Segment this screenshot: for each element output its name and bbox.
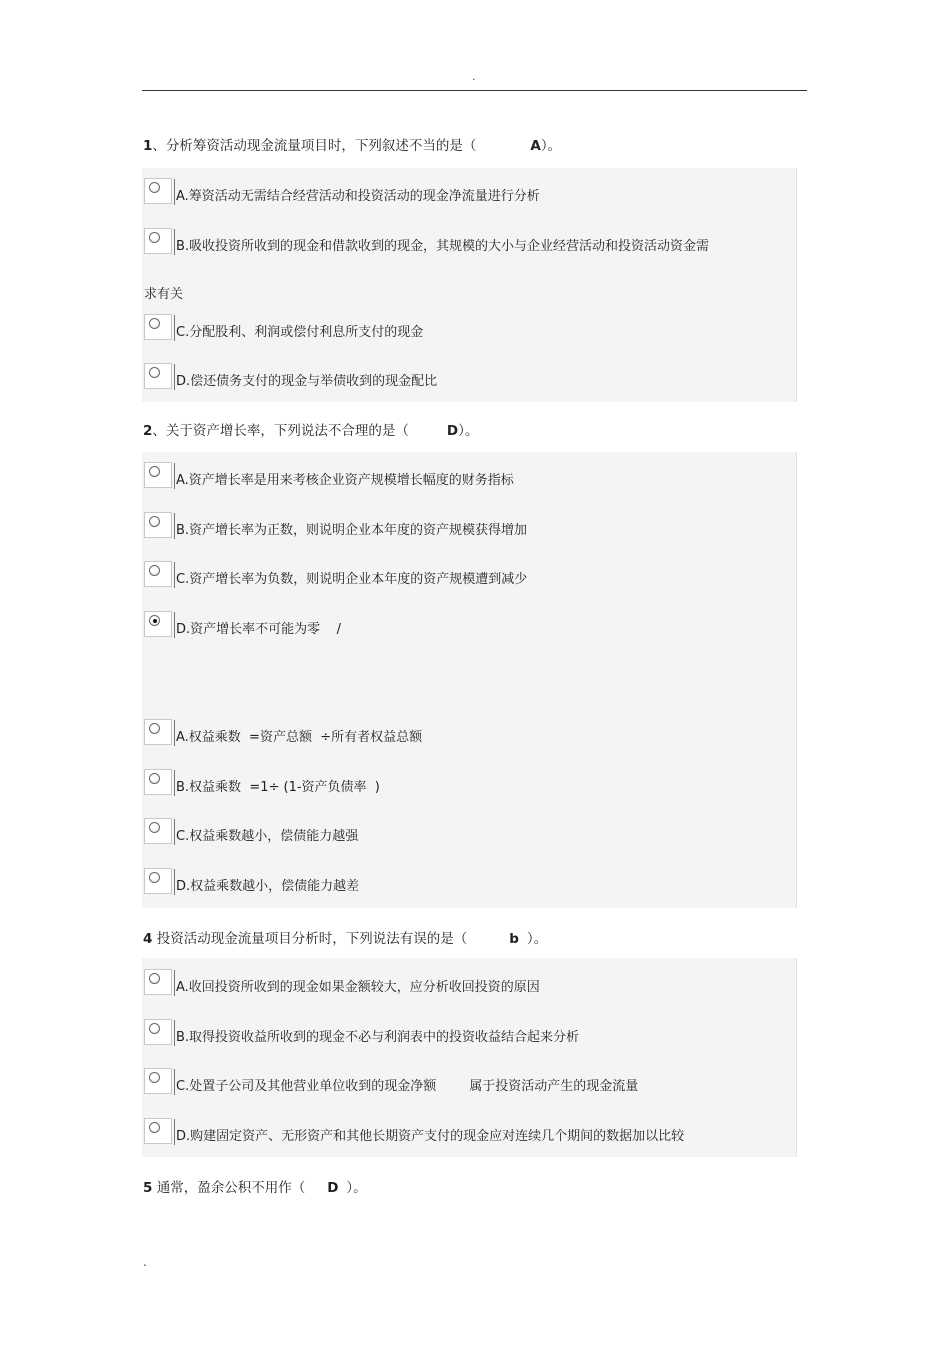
option-text: B.吸收投资所收到的现金和借款收到的现金，其规模的大小与企业经营活动和投资活动资金需: [176, 239, 710, 254]
radio-button[interactable]: [149, 723, 160, 734]
radio-button[interactable]: [149, 773, 160, 784]
question-text: 投资活动现金流量项目分析时，下列说法有误的是（: [156, 931, 468, 947]
option-text: D.权益乘数越小，偿债能力越差: [176, 879, 360, 894]
question-text: 关于资产增长率，下列说法不合理的是（: [165, 423, 409, 439]
question-text: 通常，盈余公积不用作（: [156, 1180, 306, 1196]
radio-button[interactable]: [149, 822, 160, 833]
option-text: A.权益乘数 =资产总额 ÷所有者权益总额: [176, 730, 423, 745]
question-answer: A: [530, 138, 541, 154]
header-dot: .: [472, 70, 476, 83]
question-text: 分析筹资活动现金流量项目时，下列叙述不当的是（: [165, 138, 477, 154]
question-answer: b: [509, 931, 519, 947]
radio-button[interactable]: [149, 516, 160, 527]
radio-button[interactable]: [149, 232, 160, 243]
radio-button[interactable]: [149, 973, 160, 984]
question-2-title: 2、关于资产增长率，下列说法不合理的是（ D）。: [143, 423, 479, 439]
option-text: B.取得投资收益所收到的现金不必与利润表中的投资收益结合起来分析: [176, 1030, 580, 1045]
option-text-continued: 求有关: [144, 287, 184, 302]
option-text: D.资产增长率不可能为零 /: [176, 622, 342, 637]
question-2-options: [142, 452, 797, 657]
option-text: C.处置子公司及其他营业单位收到的现金净额 属于投资活动产生的现金流量: [176, 1079, 639, 1094]
header-rule: [142, 90, 807, 91]
question-answer: D: [327, 1180, 339, 1196]
radio-button-selected[interactable]: [149, 615, 160, 626]
question-4-options: [142, 958, 797, 1157]
radio-button[interactable]: [149, 367, 160, 378]
option-text: B.资产增长率为正数，则说明企业本年度的资产规模获得增加: [176, 523, 528, 538]
radio-button[interactable]: [149, 318, 160, 329]
footer-dot: .: [143, 1255, 147, 1269]
radio-button[interactable]: [149, 872, 160, 883]
question-5-title: 5 通常，盈余公积不用作（ D ）。: [143, 1180, 367, 1196]
option-text: A.收回投资所收到的现金如果金额较大，应分析收回投资的原因: [176, 980, 540, 995]
radio-button[interactable]: [149, 182, 160, 193]
option-text: C.资产增长率为负数，则说明企业本年度的资产规模遭到减少: [176, 572, 528, 587]
question-4-title: 4 投资活动现金流量项目分析时，下列说法有误的是（ b ）。: [143, 931, 548, 947]
option-text: B.权益乘数 =1÷ (1-资产负债率 ): [176, 780, 380, 795]
question-3-options: [142, 657, 797, 908]
question-answer: D: [446, 423, 459, 439]
question-number: 2: [143, 423, 153, 439]
radio-button[interactable]: [149, 1023, 160, 1034]
question-1-title: 1、分析筹资活动现金流量项目时，下列叙述不当的是（ A）。: [143, 138, 562, 154]
option-text: A.筹资活动无需结合经营活动和投资活动的现金净流量进行分析: [176, 189, 540, 204]
radio-button[interactable]: [149, 1122, 160, 1133]
option-text: D.偿还债务支付的现金与举债收到的现金配比: [176, 374, 438, 389]
question-1-options: [142, 168, 797, 402]
radio-button[interactable]: [149, 466, 160, 477]
option-text: C.分配股利、利润或偿付利息所支付的现金: [176, 325, 424, 340]
question-number: 4: [143, 931, 153, 947]
radio-button[interactable]: [149, 565, 160, 576]
question-number: 5: [143, 1180, 153, 1196]
option-text: A.资产增长率是用来考核企业资产规模增长幅度的财务指标: [176, 473, 514, 488]
option-text: D.购建固定资产、无形资产和其他长期资产支付的现金应对连续几个期间的数据加以比较: [176, 1129, 685, 1144]
option-text: C.权益乘数越小，偿债能力越强: [176, 829, 359, 844]
radio-button[interactable]: [149, 1072, 160, 1083]
question-number: 1: [143, 138, 153, 154]
